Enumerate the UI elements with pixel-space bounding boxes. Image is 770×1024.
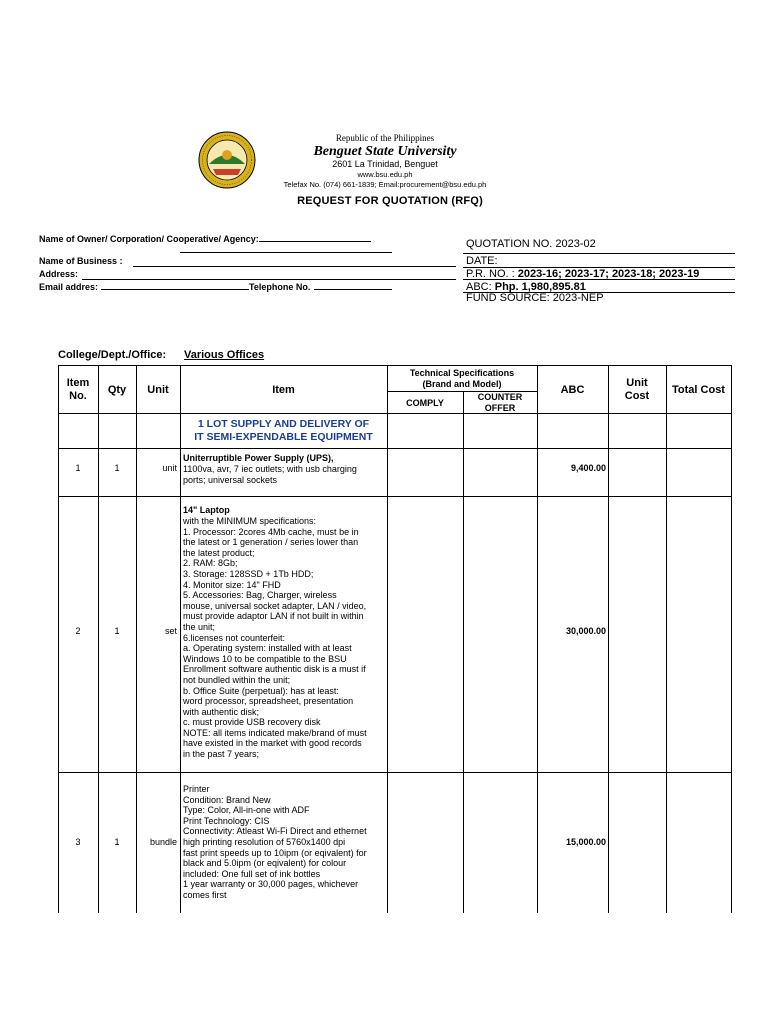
- row-qty: 1: [114, 626, 120, 636]
- college-label: College/Dept./Office:: [58, 349, 167, 361]
- header-qty: Qty: [107, 384, 127, 396]
- republic-text: Republic of the Philippines: [335, 133, 435, 143]
- telephone-input-line[interactable]: [314, 289, 392, 290]
- owner-label: Name of Owner/ Corporation/ Cooperative/ Agency:: [39, 234, 259, 244]
- row-unit: bundle: [149, 837, 177, 847]
- business-label: Name of Business :: [39, 256, 123, 266]
- row-unit: set: [164, 626, 177, 636]
- university-name: Benguet State University: [313, 144, 457, 159]
- header-tech-specs: Technical Specifications (Brand and Model): [409, 368, 515, 389]
- pr-label: P.R. NO. :: [466, 268, 518, 280]
- header-unit-cost: Unit Cost: [624, 377, 650, 402]
- row-item-desc: Printer Condition: Brand New Type: Color, All-in-one with ADF Print Technology: CIS Connectivity: Atleast Wi-Fi Direct and ethernet high printing resolution of 5760x1400 dpi fast print speeds up to 10ipm (or eqivalent) for black and 5.0ipm (or eqivalent) for colour included: One full set of ink bottles 1 year warranty or 30,000 pages, whichever comes first: [183, 784, 367, 900]
- header-total-cost: Total Cost: [672, 384, 725, 396]
- contact-info: Telefax No. (074) 661-1839; Email:procurement@bsu.edu.ph: [283, 180, 487, 189]
- address-input-line[interactable]: [82, 279, 456, 280]
- date-label: DATE:: [466, 255, 498, 267]
- header-abc: ABC: [560, 384, 585, 396]
- college-value: Various Offices: [184, 349, 265, 361]
- fund-source: FUND SOURCE: 2023-NEP: [466, 292, 604, 304]
- owner-input-line[interactable]: [259, 241, 371, 242]
- row-item-desc: with the MINIMUM specifications: 1. Processor: 2cores 4Mb cache, must be in the latest or 1 generation / series lower than the latest product; 2. RAM: 8Gb; 3. Storage: 128SSD + 1Tb HDD; 4. Monitor size: 14" FHD 5. Accessories: Bag, Charger, wireless mouse, universal socket adapter, LAN / video, must provide adaptor LAN if not built in within the unit; 6.licenses not counterfeit: a. Operating system: installed with at least Windows 10 to be compatible to the BSU Enrollment software authentic disk is a must if not bundled within the unit; b. Office Suite (perpetual): has at least: word processor, spreadsheet, presentation with authentic disk; c. must provide USB recovery disk NOTE: all items indicated make/brand of must have existed in the market with good records in the past 7 years;: [183, 516, 367, 760]
- quotation-line-1: [463, 253, 735, 254]
- header-comply: COMPLY: [406, 398, 444, 408]
- row-abc: 30,000.00: [565, 626, 606, 636]
- telephone-label: Telephone No.: [249, 282, 311, 292]
- row-unit: unit: [162, 463, 177, 473]
- quotation-line-3: [463, 279, 735, 280]
- address-field: [39, 269, 78, 279]
- email-label: Email addres:: [39, 282, 99, 292]
- pr-value: 2023-16; 2023-17; 2023-18; 2023-19: [517, 268, 700, 280]
- owner-second-line[interactable]: [180, 252, 392, 253]
- owner-field: [39, 234, 371, 244]
- row-qty: 1: [114, 837, 120, 847]
- section-title: 1 LOT SUPPLY AND DELIVERY OF IT SEMI-EXPENDABLE EQUIPMENT: [194, 418, 373, 443]
- row-item-no: 1: [75, 463, 81, 473]
- row-item-no: 2: [75, 626, 81, 636]
- row-item-title: 14" Laptop: [183, 505, 230, 515]
- row-abc: 15,000.00: [565, 837, 606, 847]
- row-qty: 1: [114, 463, 120, 473]
- email-field: [39, 282, 392, 292]
- header-item: Item: [272, 384, 295, 396]
- quotation-number: QUOTATION NO. 2023-02: [466, 238, 596, 250]
- abc-value: Php. 1,980,895.81: [494, 281, 586, 293]
- business-field: [39, 256, 123, 266]
- row-item-desc: 1100va, avr, 7 iec outlets; with usb charging ports; universal sockets: [183, 464, 357, 485]
- header-item-no: Item No.: [66, 377, 90, 402]
- header-unit: Unit: [147, 384, 169, 396]
- header-counter-offer: COUNTER OFFER: [477, 392, 523, 413]
- row-item-title: Uniterruptible Power Supply (UPS),: [183, 453, 334, 463]
- address-label: Address:: [39, 269, 79, 279]
- university-website: www.bsu.edu.ph: [357, 170, 413, 179]
- abc-label: ABC:: [466, 281, 495, 293]
- email-input-line[interactable]: [101, 289, 249, 290]
- document-title: REQUEST FOR QUOTATION (RFQ): [297, 195, 483, 207]
- business-input-line[interactable]: [133, 266, 456, 267]
- row-item-no: 3: [75, 837, 81, 847]
- university-address: 2601 La Trinidad, Benguet: [332, 159, 438, 169]
- row-abc: 9,400.00: [570, 463, 606, 473]
